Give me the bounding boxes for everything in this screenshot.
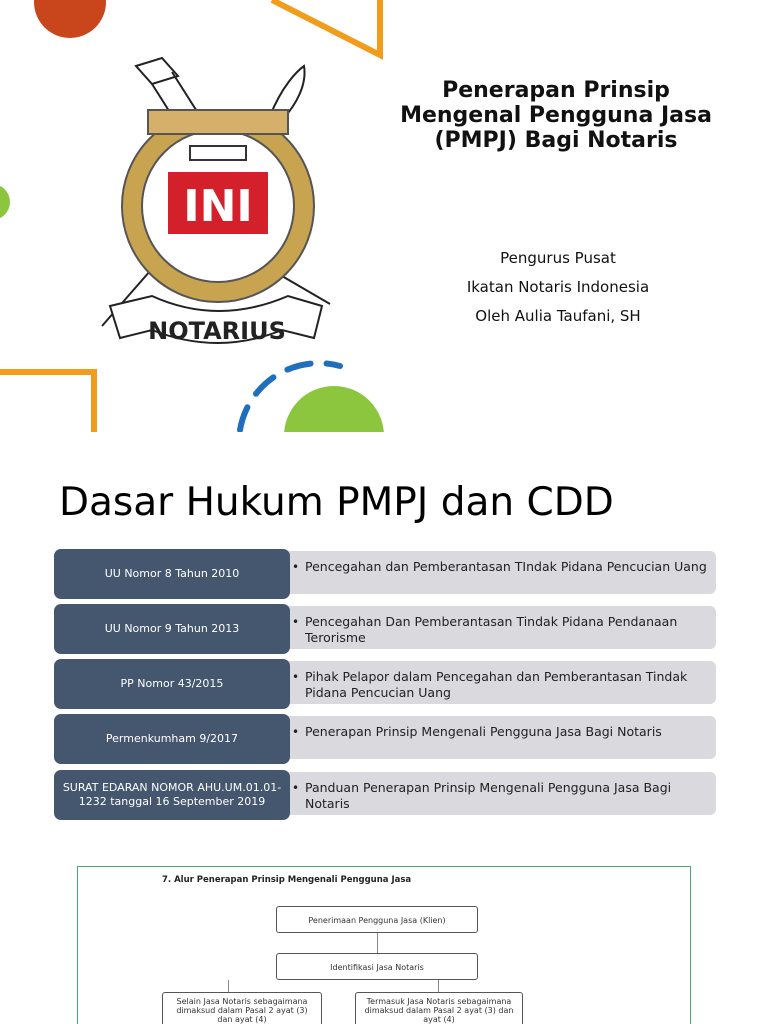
legal-reference: SURAT EDARAN NOMOR AHU.UM.01.01-1232 tanggal 16 September 2019 — [54, 770, 290, 820]
legal-row — [54, 549, 716, 599]
flow-box-client-intake: Penerimaan Pengguna Jasa (Klien) — [276, 906, 478, 933]
legal-description: Pihak Pelapor dalam Pencegahan dan Pemberantasan Tindak Pidana Pencucian Uang — [305, 669, 688, 700]
subtitle-line: Pengurus Pusat — [500, 249, 616, 267]
legal-description: Pencegahan dan Pemberantasan TIndak Pidana Pencucian Uang — [305, 559, 707, 574]
orange-corner-line-bottom — [0, 372, 94, 432]
legal-reference: PP Nomor 43/2015 — [54, 659, 290, 709]
green-half-circle-left — [0, 184, 10, 220]
legal-basis-slide — [0, 450, 768, 850]
logo-top-bar — [148, 110, 288, 134]
legal-row — [54, 714, 716, 764]
notarius-logo — [92, 56, 332, 356]
legal-description-box — [284, 606, 716, 649]
legal-reference: UU Nomor 9 Tahun 2013 — [54, 604, 290, 654]
bullet-icon: • — [292, 670, 300, 684]
subtitle-line: Ikatan Notaris Indonesia — [466, 278, 650, 296]
green-half-circle-bottom — [284, 386, 384, 432]
flow-arrow — [377, 933, 378, 953]
legal-description-box — [284, 772, 716, 815]
slide-subtitle — [428, 244, 688, 331]
pillar-cap — [190, 146, 246, 160]
legal-row — [54, 604, 716, 654]
legal-description-box — [284, 661, 716, 704]
flowchart-slide — [0, 850, 768, 1024]
logo-ini-text: INI — [183, 181, 253, 232]
legal-description: Panduan Penerapan Prinsip Mengenali Pengguna Jasa Bagi Notaris — [305, 780, 672, 811]
title-slide — [0, 0, 768, 432]
legal-row — [54, 770, 716, 820]
bullet-icon: • — [292, 725, 300, 739]
slide-title: Dasar Hukum PMPJ dan CDD — [59, 480, 614, 525]
legal-description: Pencegahan Dan Pemberantasan Tindak Pidana Pendanaan Terorisme — [305, 614, 678, 645]
legal-row — [54, 659, 716, 709]
legal-description-box — [284, 716, 716, 759]
slide-title: Penerapan Prinsip Mengenal Pengguna Jasa (PMPJ) Bagi Notaris — [400, 78, 712, 153]
flow-arrow — [438, 980, 439, 992]
logo-banner-text: NOTARIUS — [148, 317, 286, 345]
flow-box-identification: Identifikasi Jasa Notaris — [276, 953, 478, 980]
flow-box-included-services: Termasuk Jasa Notaris sebagaimana dimaksud dalam Pasal 2 ayat (3) dan ayat (4) — [355, 992, 523, 1024]
flow-box-other-services: Selain Jasa Notaris sebagaimana dimaksud dalam Pasal 2 ayat (3) dan ayat (4) — [162, 992, 322, 1024]
flowchart-frame — [77, 866, 691, 1024]
orange-corner-line-top — [272, 0, 380, 55]
flowchart-heading: 7. Alur Penerapan Prinsip Mengenali Pengguna Jasa — [162, 875, 412, 885]
bullet-icon: • — [292, 781, 300, 795]
bullet-icon: • — [292, 560, 300, 574]
bullet-icon: • — [292, 615, 300, 629]
legal-reference: UU Nomor 8 Tahun 2010 — [54, 549, 290, 599]
legal-reference: Permenkumham 9/2017 — [54, 714, 290, 764]
rust-circle-shape — [34, 0, 106, 38]
subtitle-line: Oleh Aulia Taufani, SH — [475, 307, 641, 325]
flow-arrow — [228, 980, 229, 992]
legal-description: Penerapan Prinsip Mengenali Pengguna Jasa Bagi Notaris — [305, 724, 662, 739]
legal-description-box — [284, 551, 716, 594]
